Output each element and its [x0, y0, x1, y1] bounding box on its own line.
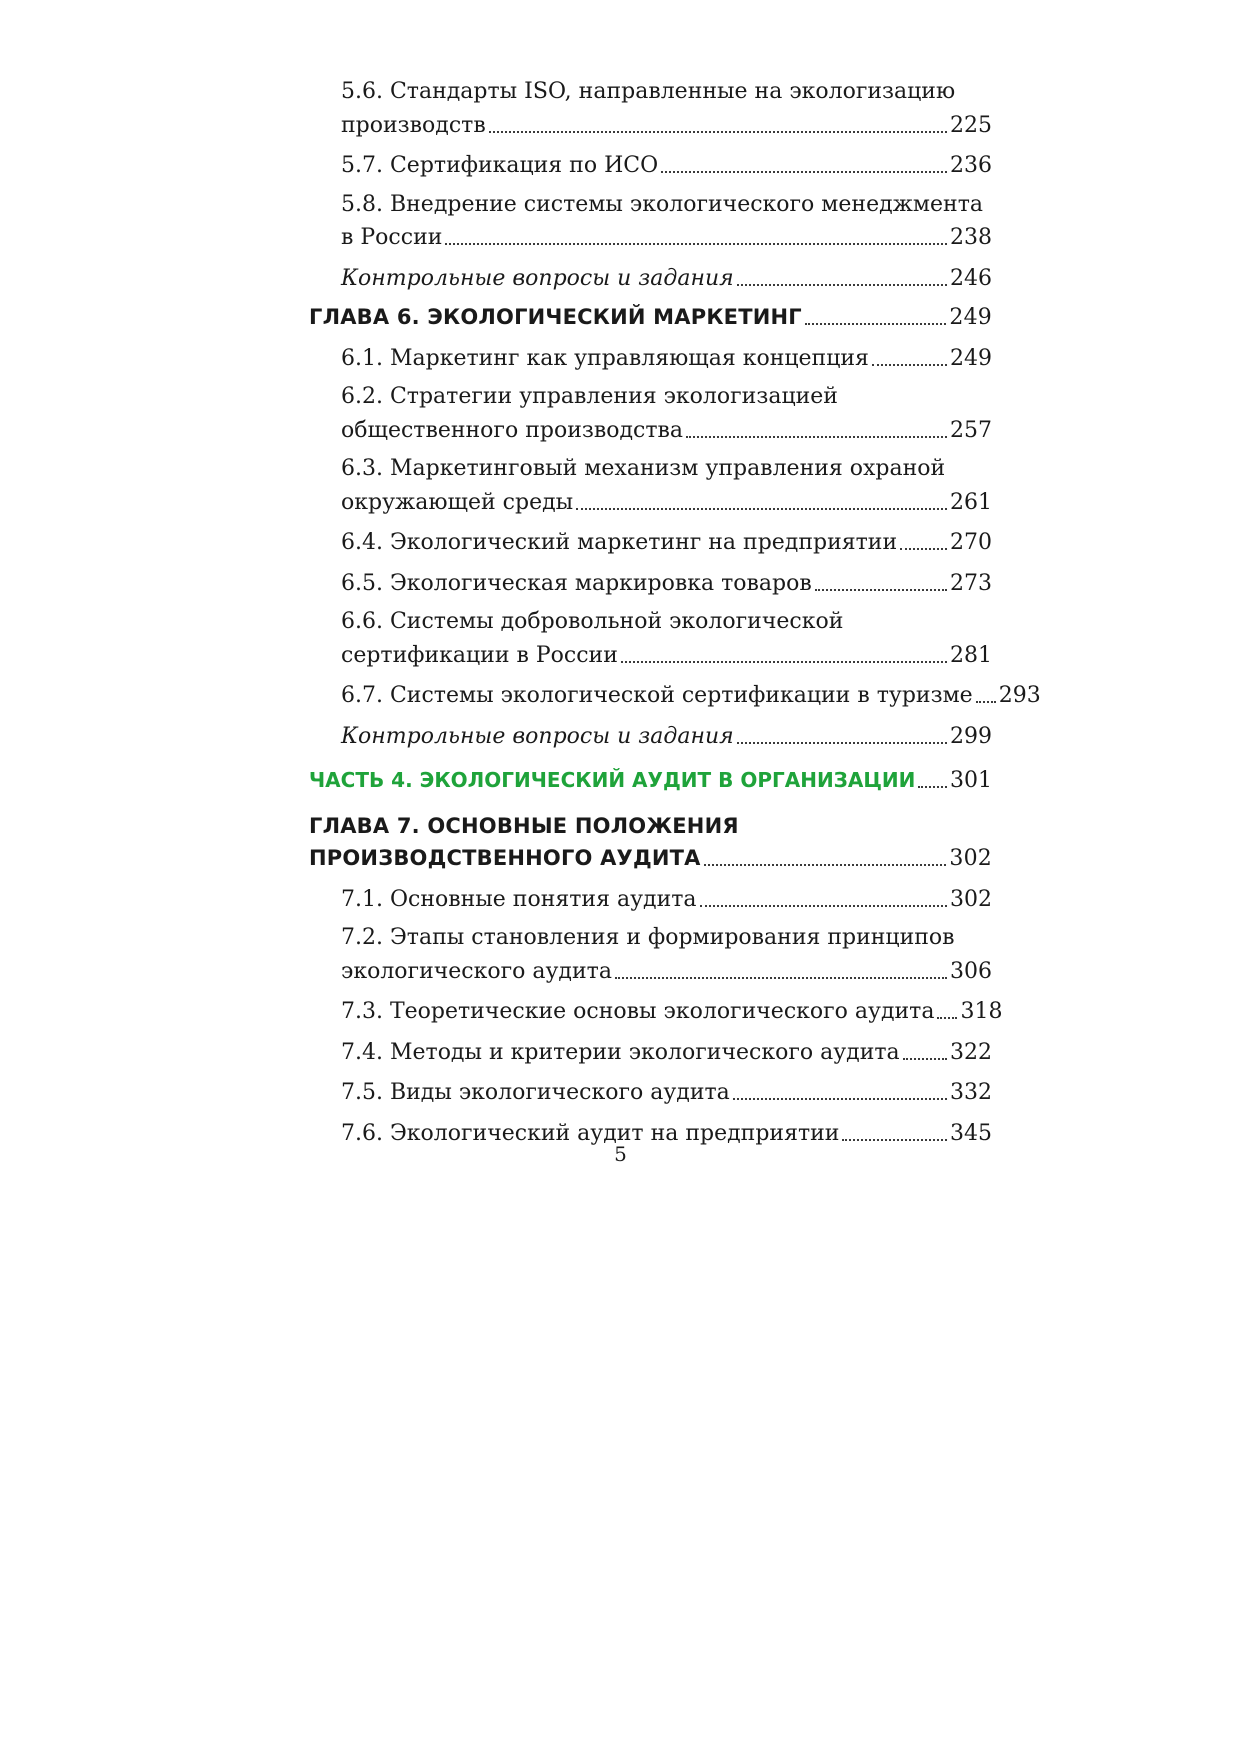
- toc-entry-page: 270: [950, 530, 992, 555]
- toc-entry-sub[interactable]: [309, 678, 1041, 712]
- toc-entry-page: 332: [950, 1080, 992, 1105]
- toc-entry-page: 301: [950, 768, 992, 793]
- toc-entry-page: 302: [949, 846, 992, 871]
- toc-entry-sub[interactable]: [309, 189, 992, 254]
- dot-leader: [805, 302, 947, 325]
- toc-entry-sub[interactable]: [309, 76, 992, 141]
- toc-entry-sub[interactable]: [309, 1075, 992, 1109]
- toc-entry-title-line: 7.2. Этапы становления и формирования принципов: [341, 925, 955, 950]
- toc-entry-title: 6.5. Экологическая маркировка товаров: [341, 570, 812, 596]
- dot-leader: [918, 766, 947, 788]
- toc-entry-sub[interactable]: [309, 566, 992, 600]
- toc-entry-title-line: 5.8. Внедрение системы экологического менеджмента: [341, 191, 983, 217]
- toc-entry-title: 7.5. Виды экологического аудита: [341, 1080, 730, 1105]
- toc-entry-sub[interactable]: [309, 453, 992, 518]
- toc-entry-title-line: ГЛАВА 7. ОСНОВНЫЕ ПОЛОЖЕНИЯ: [309, 813, 739, 838]
- dot-leader: [700, 883, 947, 907]
- dot-leader: [903, 1036, 947, 1060]
- toc-entry-page: 322: [950, 1039, 992, 1065]
- toc-entry-title: 7.3. Теоретические основы экологического аудита: [341, 999, 935, 1024]
- dot-leader: [445, 221, 947, 245]
- toc-entry-sub[interactable]: [309, 341, 992, 375]
- toc-entry-title: в России: [341, 225, 443, 250]
- dot-leader: [976, 679, 996, 703]
- toc-entry-title: общественного производства: [341, 417, 684, 443]
- toc-entry-sub[interactable]: [309, 148, 992, 182]
- toc-entry-page: 225: [950, 112, 992, 138]
- toc-entry-title: Контрольные вопросы и задания: [341, 723, 734, 749]
- page-number: 5: [614, 1142, 627, 1166]
- toc-entry-title: 6.4. Экологический маркетинг на предприятии: [341, 530, 898, 555]
- dot-leader: [704, 843, 947, 866]
- dot-leader: [737, 262, 947, 286]
- dot-leader: [489, 109, 947, 133]
- toc-entry-title: Контрольные вопросы и задания: [341, 265, 734, 291]
- table-of-contents: [309, 76, 1041, 1156]
- toc-entry-sub[interactable]: [309, 381, 992, 446]
- dot-leader: [937, 995, 957, 1019]
- toc-entry-title-line: 5.6. Стандарты ISO, направленные на экологизацию: [341, 79, 956, 104]
- toc-entry-title: производств: [341, 112, 486, 138]
- toc-entry-title: 6.7. Системы экологической сертификации в туризме: [341, 683, 973, 708]
- toc-entry-chapter[interactable]: [309, 301, 992, 334]
- dot-leader: [842, 1117, 947, 1141]
- toc-entry-sub[interactable]: [309, 994, 1003, 1028]
- dot-leader: [621, 639, 947, 663]
- toc-entry-page: 293: [998, 683, 1041, 708]
- toc-entry-title: ЧАСТЬ 4. ЭКОЛОГИЧЕСКИЙ АУДИТ В ОРГАНИЗАЦИИ: [309, 768, 916, 792]
- toc-entry-title-line: 6.2. Стратегии управления экологизацией: [341, 384, 838, 409]
- dot-leader: [686, 414, 947, 438]
- toc-entry-title: 7.1. Основные понятия аудита: [341, 886, 697, 912]
- toc-entry-sub[interactable]: [309, 606, 992, 671]
- toc-entry-page: 249: [949, 305, 992, 330]
- dot-leader: [661, 149, 947, 173]
- toc-entry-title: 5.7. Сертификация по ИСО: [341, 153, 659, 178]
- toc-entry-sub[interactable]: [309, 882, 992, 916]
- toc-entry-page: 246: [950, 265, 992, 291]
- toc-entry-title: ПРОИЗВОДСТВЕННОГО АУДИТА: [309, 846, 701, 870]
- dot-leader: [615, 955, 947, 979]
- dot-leader: [576, 486, 947, 510]
- toc-entry-page: 273: [950, 570, 992, 596]
- toc-entry-page: 345: [950, 1120, 992, 1146]
- toc-entry-title: 7.6. Экологический аудит на предприятии: [341, 1120, 840, 1146]
- toc-entry-title: окружающей среды: [341, 489, 574, 515]
- toc-entry-title: 6.1. Маркетинг как управляющая концепция: [341, 345, 869, 371]
- toc-entry-page: 318: [960, 999, 1003, 1024]
- toc-entry-page: 238: [950, 225, 992, 250]
- toc-entry-title-line: 6.6. Системы добровольной экологической: [341, 609, 844, 634]
- toc-entry-page: 257: [950, 417, 992, 443]
- toc-entry-page: 249: [950, 345, 992, 371]
- dot-leader: [737, 720, 947, 744]
- toc-entry-title: ГЛАВА 6. ЭКОЛОГИЧЕСКИЙ МАРКЕТИНГ: [309, 305, 802, 329]
- toc-entry-title: 7.4. Методы и критерии экологического аудита: [341, 1039, 900, 1065]
- toc-entry-page: 299: [950, 723, 992, 749]
- toc-entry-page: 306: [950, 958, 992, 984]
- toc-entry-page: 302: [950, 886, 992, 912]
- toc-entry-sub[interactable]: [309, 525, 992, 559]
- toc-entry-sub[interactable]: [309, 1035, 992, 1069]
- toc-entry-page: 281: [950, 642, 992, 668]
- dot-leader: [733, 1076, 947, 1100]
- toc-entry-sub[interactable]: [309, 261, 992, 295]
- dot-leader: [872, 342, 947, 366]
- toc-entry-title: экологического аудита: [341, 958, 612, 984]
- toc-entry-title-line: 6.3. Маркетинговый механизм управления охраной: [341, 456, 946, 481]
- toc-entry-part[interactable]: [309, 765, 992, 797]
- toc-entry-sub[interactable]: [309, 922, 992, 987]
- dot-leader: [900, 526, 947, 550]
- dot-leader: [815, 567, 947, 591]
- toc-entry-page: 261: [950, 489, 992, 515]
- toc-entry-sub[interactable]: [309, 719, 992, 753]
- toc-entry-title: сертификации в России: [341, 642, 618, 668]
- toc-entry-page: 236: [950, 153, 992, 178]
- toc-entry-chapter[interactable]: [309, 811, 992, 875]
